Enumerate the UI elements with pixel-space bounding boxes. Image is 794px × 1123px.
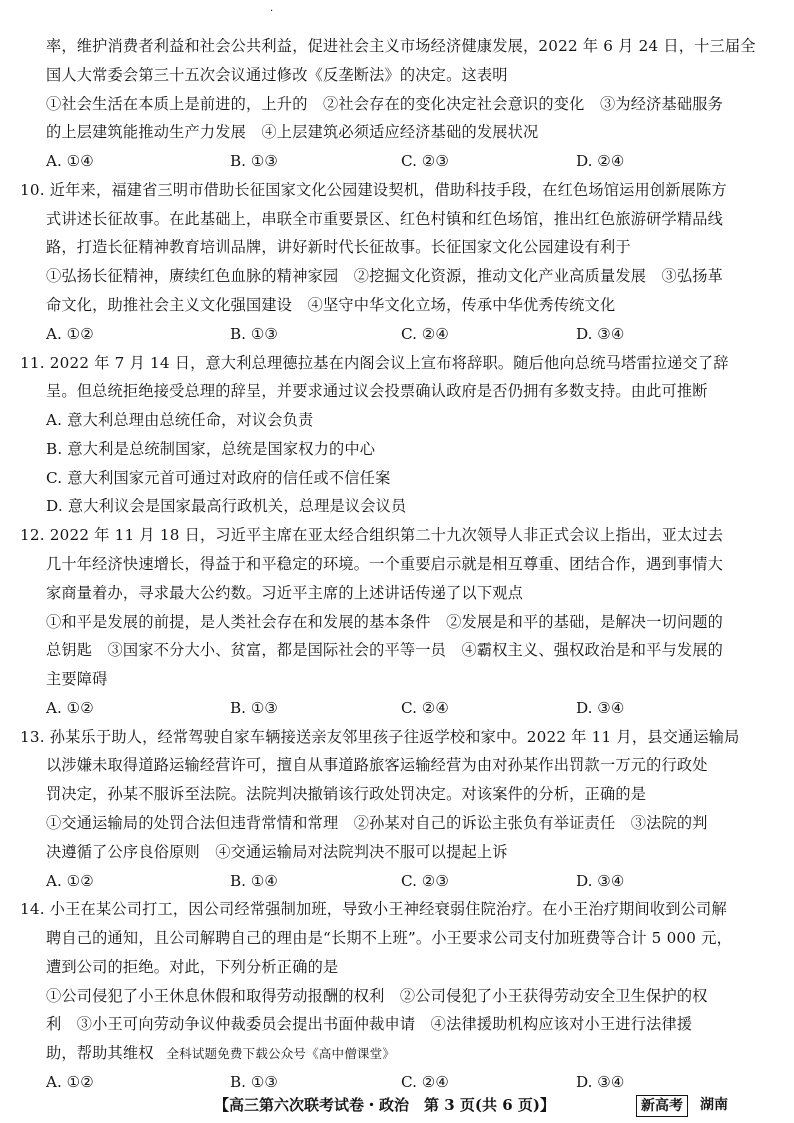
- q10-statement-line-1: ①弘扬长征精神，赓续红色血脉的精神家园 ②挖掘文化资源，推动文化产业高质量发展 ③弘扬革: [46, 267, 724, 285]
- page-footer: 【高三第六次联考试卷・政治 第 3 页(共 6 页)】: [214, 1096, 555, 1114]
- q10-stem-line-3: 路，打造长征精神教育培训品牌，讲好新时代长征故事。长征国家文化公园建设有利于: [46, 238, 631, 256]
- q12-stem-line-3: 家商量着办，寻求最大公约数。习近平主席的上述讲话传递了以下观点: [46, 584, 524, 602]
- q13-option-c: C. ②③: [401, 872, 449, 890]
- q14-option-c: C. ②④: [401, 1073, 449, 1091]
- q13-option-d: D. ③④: [576, 872, 625, 890]
- q9-option-a: A. ①④: [46, 152, 94, 170]
- q12-statement-line-3: 主要障碍: [46, 670, 108, 688]
- q14-stem-line-1: 14. 小王在某公司打工，因公司经常强制加班，导致小王神经衰弱住院治疗。在小王治疗期间收到公司解: [20, 900, 727, 918]
- q14-stem-line-3: 遭到公司的拒绝。对此，下列分析正确的是: [46, 958, 339, 976]
- q14-option-b: B. ①③: [230, 1073, 279, 1091]
- q11-choice-c: C. 意大利国家元首可通过对政府的信任或不信任案: [46, 469, 391, 487]
- q14-option-a: A. ①②: [46, 1073, 94, 1091]
- q9-option-d: D. ②④: [576, 152, 625, 170]
- q14-option-d: D. ③④: [576, 1073, 625, 1091]
- q9-option-c: C. ②③: [401, 152, 449, 170]
- q12-statement-line-1: ①和平是发展的前提，是人类社会存在和发展的基本条件 ②发展是和平的基础，是解决一切问题的: [46, 613, 724, 631]
- q13-stem-line-2: 以涉嫌未取得道路运输经营许可，擅自从事道路旅客运输经营为由对孙某作出罚款一万元的行政处: [46, 756, 708, 774]
- q11-stem-line-1: 11. 2022 年 7 月 14 日，意大利总理德拉基在内阁会议上宣布将辞职。随后他向总统马塔雷拉递交了辞: [20, 354, 729, 372]
- q9-statement-line-2: 的上层建筑能推动生产力发展 ④上层建筑必须适应经济基础的发展状况: [46, 123, 539, 141]
- q10-stem-line-2: 式讲述长征故事。在此基础上，串联全市重要景区、红色村镇和红色场馆，推出红色旅游研学精品线: [46, 210, 724, 228]
- q10-option-c: C. ②④: [401, 325, 449, 343]
- q13-option-a: A. ①②: [46, 872, 94, 890]
- q9-statement-line-1: ①社会生活在本质上是前进的，上升的 ②社会存在的变化决定社会意识的变化 ③为经济基础服务: [46, 95, 724, 113]
- region-label: 湖南: [700, 1097, 728, 1113]
- q14-watermark-note: 全科试题免费下载公众号《高中僧课堂》: [153, 1046, 396, 1061]
- q14-stem-line-2: 聘自己的通知，且公司解聘自己的理由是“长期不上班”。小王要求公司支付加班费等合计 5 000 元，: [46, 929, 732, 947]
- q12-option-b: B. ①③: [230, 699, 279, 717]
- q14-statement-line-3: 助，帮助其维权 全科试题免费下载公众号《高中僧课堂》: [46, 1044, 396, 1062]
- q13-stem-line-3: 罚决定，孙某不服诉至法院。法院判决撤销该行政处罚决定。对该案件的分析，正确的是: [46, 785, 647, 803]
- q12-option-c: C. ②④: [401, 699, 449, 717]
- q12-option-d: D. ③④: [576, 699, 625, 717]
- q14-statement-line-1: ①公司侵犯了小王休息休假和取得劳动报酬的权利 ②公司侵犯了小王获得劳动安全卫生保护的权: [46, 987, 708, 1005]
- q10-option-d: D. ③④: [576, 325, 625, 343]
- q11-stem-line-2: 呈。但总统拒绝接受总理的辞呈，并要求通过议会投票确认政府是否仍拥有多数支持。由此可推断: [46, 382, 708, 400]
- q9-stem-line-2: 国人大常委会第三十五次会议通过修改《反垄断法》的决定。这表明: [46, 66, 508, 84]
- q12-stem-line-1: 12. 2022 年 11 月 18 日，习近平主席在亚太经合组织第二十九次领导人非正式会议上指出，亚太过去: [20, 526, 724, 544]
- q9-stem-line-1: 率，维护消费者利益和社会公共利益，促进社会主义市场经济健康发展，2022 年 6 月 24 日，十三届全: [46, 37, 756, 55]
- q12-stem-line-2: 几十年经济快速增长，得益于和平稳定的环境。一个重要启示就是相互尊重、团结合作，遇到事情大: [46, 555, 724, 573]
- q11-choice-a: A. 意大利总理由总统任命，对议会负责: [46, 411, 314, 429]
- q10-statement-line-2: 命文化，助推社会主义文化强国建设 ④坚守中华文化立场，传承中华优秀传统文化: [46, 296, 616, 314]
- top-mark: ·: [270, 6, 274, 17]
- q13-statement-line-1: ①交通运输局的处罚合法但违背常情和常理 ②孙某对自己的诉讼主张负有举证责任 ③法院的判: [46, 814, 708, 832]
- q10-option-b: B. ①③: [230, 325, 279, 343]
- q12-option-a: A. ①②: [46, 699, 94, 717]
- new-gaokao-badge: 新高考: [636, 1095, 688, 1117]
- q10-option-a: A. ①②: [46, 325, 94, 343]
- q11-choice-b: B. 意大利是总统制国家，总统是国家权力的中心: [46, 440, 376, 458]
- q10-stem-line-1: 10. 近年来，福建省三明市借助长征国家文化公园建设契机，借助科技手段，在红色场馆运用创新展陈方: [20, 181, 727, 199]
- q13-statement-line-2: 决遵循了公序良俗原则 ④交通运输局对法院判决不服可以提起上诉: [46, 843, 508, 861]
- q11-choice-d: D. 意大利议会是国家最高行政机关，总理是议会议员: [46, 497, 407, 515]
- q13-option-b: B. ①④: [230, 872, 279, 890]
- q13-stem-line-1: 13. 孙某乐于助人，经常驾驶自家车辆接送亲友邻里孩子往返学校和家中。2022 年 11 月，县交通运输局: [20, 728, 740, 746]
- q14-statement-line-2: 利 ③小王可向劳动争议仲裁委员会提出书面仲裁申请 ④法律援助机构应该对小王进行法律援: [46, 1015, 693, 1033]
- q9-option-b: B. ①③: [230, 152, 279, 170]
- q12-statement-line-2: 总钥匙 ③国家不分大小、贫富，都是国际社会的平等一员 ④霸权主义、强权政治是和平与发展的: [46, 641, 724, 659]
